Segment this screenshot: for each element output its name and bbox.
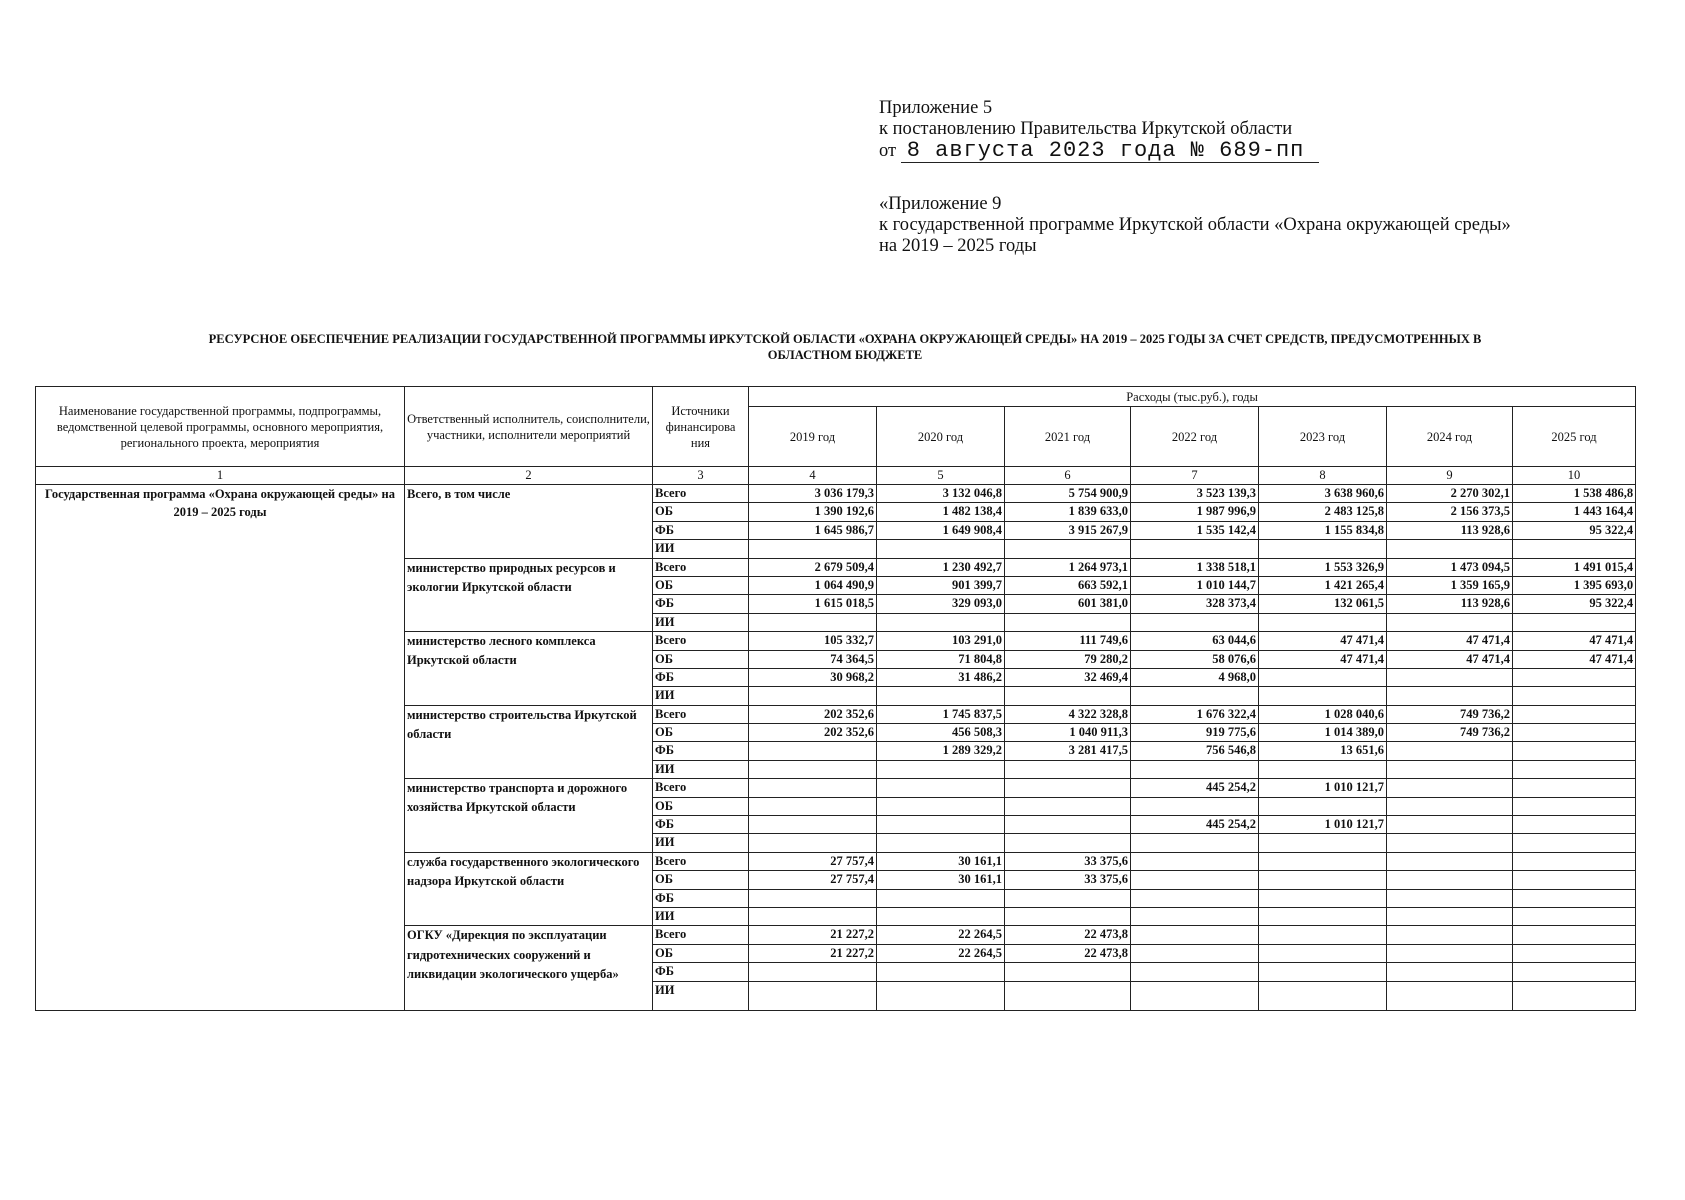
value-cell: [749, 816, 877, 834]
value-cell: 30 968,2: [749, 668, 877, 686]
value-cell: [1131, 540, 1259, 558]
source-cell: ИИ: [653, 613, 749, 631]
source-cell: ФБ: [653, 889, 749, 907]
value-cell: 919 775,6: [1131, 724, 1259, 742]
value-cell: 749 736,2: [1387, 724, 1513, 742]
value-cell: [1131, 889, 1259, 907]
value-cell: [1005, 613, 1131, 631]
source-cell: ФБ: [653, 668, 749, 686]
header-program: Наименование государственной программы, подпрограммы, ведомственной целевой программы, основного мероприятия, регионального проекта, мероприятия: [36, 387, 405, 467]
value-cell: 22 264,5: [877, 926, 1005, 944]
decree-prefix: от: [879, 141, 897, 161]
value-cell: [1259, 871, 1387, 889]
appendix-number: Приложение 5: [879, 98, 993, 118]
value-cell: [1513, 668, 1636, 686]
value-cell: 202 352,6: [749, 705, 877, 723]
value-cell: 27 757,4: [749, 871, 877, 889]
value-cell: 30 161,1: [877, 852, 1005, 870]
value-cell: [1005, 797, 1131, 815]
value-cell: [877, 760, 1005, 778]
value-cell: 1 230 492,7: [877, 558, 1005, 576]
value-cell: [749, 963, 877, 981]
source-cell: ФБ: [653, 742, 749, 760]
header-year: 2020 год: [877, 407, 1005, 467]
value-cell: [877, 779, 1005, 797]
header-year: 2022 год: [1131, 407, 1259, 467]
executor-cell: министерство транспорта и дорожного хозяйства Иркутской области: [405, 779, 653, 853]
column-index: 7: [1131, 467, 1259, 485]
source-cell: ОБ: [653, 576, 749, 594]
source-cell: ИИ: [653, 907, 749, 925]
value-cell: 1 473 094,5: [1387, 558, 1513, 576]
value-cell: 4 968,0: [1131, 668, 1259, 686]
value-cell: 22 473,8: [1005, 926, 1131, 944]
value-cell: [1513, 724, 1636, 742]
column-index: 6: [1005, 467, 1131, 485]
value-cell: 63 044,6: [1131, 632, 1259, 650]
value-cell: 3 523 139,3: [1131, 485, 1259, 503]
value-cell: 456 508,3: [877, 724, 1005, 742]
value-cell: 1 014 389,0: [1259, 724, 1387, 742]
value-cell: 1 010 121,7: [1259, 816, 1387, 834]
value-cell: 27 757,4: [749, 852, 877, 870]
value-cell: 2 483 125,8: [1259, 503, 1387, 521]
source-cell: Всего: [653, 632, 749, 650]
value-cell: [877, 613, 1005, 631]
value-cell: 113 928,6: [1387, 595, 1513, 613]
program-name-cell: Государственная программа «Охрана окружающей среды» на 2019 – 2025 годы: [36, 485, 405, 1011]
value-cell: 105 332,7: [749, 632, 877, 650]
value-cell: [749, 760, 877, 778]
value-cell: 3 638 960,6: [1259, 485, 1387, 503]
value-cell: [1513, 779, 1636, 797]
value-cell: 1 535 142,4: [1131, 521, 1259, 539]
value-cell: 1 390 192,6: [749, 503, 877, 521]
value-cell: [877, 907, 1005, 925]
header-executor: Ответственный исполнитель, соисполнители, участники, исполнители мероприятий: [405, 387, 653, 467]
header-year: 2025 год: [1513, 407, 1636, 467]
value-cell: [1259, 668, 1387, 686]
value-cell: [1387, 852, 1513, 870]
value-cell: 1 155 834,8: [1259, 521, 1387, 539]
value-cell: [749, 797, 877, 815]
executor-cell: ОГКУ «Дирекция по эксплуатации гидротехнических сооружений и ликвидации экологического ущерба»: [405, 926, 653, 1010]
value-cell: [1513, 540, 1636, 558]
value-cell: 1 264 973,1: [1005, 558, 1131, 576]
source-cell: ИИ: [653, 834, 749, 852]
value-cell: [1513, 760, 1636, 778]
value-cell: [1513, 687, 1636, 705]
executor-cell: министерство природных ресурсов и экологии Иркутской области: [405, 558, 653, 632]
value-cell: 445 254,2: [1131, 779, 1259, 797]
value-cell: 47 471,4: [1513, 650, 1636, 668]
column-index: 5: [877, 467, 1005, 485]
value-cell: [749, 742, 877, 760]
value-cell: [1005, 889, 1131, 907]
value-cell: 32 469,4: [1005, 668, 1131, 686]
value-cell: [1259, 944, 1387, 962]
table-row: [36, 485, 1636, 503]
value-cell: 1 482 138,4: [877, 503, 1005, 521]
value-cell: 756 546,8: [1131, 742, 1259, 760]
value-cell: [1131, 907, 1259, 925]
value-cell: [1131, 871, 1259, 889]
value-cell: [877, 540, 1005, 558]
value-cell: 33 375,6: [1005, 871, 1131, 889]
value-cell: [1387, 944, 1513, 962]
source-cell: Всего: [653, 558, 749, 576]
value-cell: 1 421 265,4: [1259, 576, 1387, 594]
header-year: 2023 год: [1259, 407, 1387, 467]
value-cell: [749, 687, 877, 705]
value-cell: [749, 540, 877, 558]
value-cell: 71 804,8: [877, 650, 1005, 668]
executor-cell: Всего, в том числе: [405, 485, 653, 559]
appendix-program-number: «Приложение 9: [879, 194, 1002, 214]
value-cell: [1259, 889, 1387, 907]
value-cell: 1 028 040,6: [1259, 705, 1387, 723]
value-cell: 3 281 417,5: [1005, 742, 1131, 760]
value-cell: [1005, 760, 1131, 778]
value-cell: 1 645 986,7: [749, 521, 877, 539]
value-cell: 21 227,2: [749, 944, 877, 962]
value-cell: [1513, 797, 1636, 815]
value-cell: [1387, 871, 1513, 889]
source-cell: ОБ: [653, 650, 749, 668]
value-cell: [1259, 852, 1387, 870]
appendix-reference: к постановлению Правительства Иркутской области: [879, 119, 1293, 139]
value-cell: 601 381,0: [1005, 595, 1131, 613]
value-cell: 22 473,8: [1005, 944, 1131, 962]
value-cell: [1387, 797, 1513, 815]
value-cell: [1005, 540, 1131, 558]
source-cell: Всего: [653, 926, 749, 944]
value-cell: [749, 613, 877, 631]
value-cell: 47 471,4: [1387, 650, 1513, 668]
source-cell: Всего: [653, 779, 749, 797]
header-expenses: Расходы (тыс.руб.), годы: [749, 387, 1636, 407]
value-cell: 79 280,2: [1005, 650, 1131, 668]
column-index: 2: [405, 467, 653, 485]
source-cell: Всего: [653, 705, 749, 723]
value-cell: 1 649 908,4: [877, 521, 1005, 539]
value-cell: [1513, 907, 1636, 925]
value-cell: 445 254,2: [1131, 816, 1259, 834]
table-head: [36, 387, 1636, 485]
header-year: 2021 год: [1005, 407, 1131, 467]
value-cell: 1 615 018,5: [749, 595, 877, 613]
value-cell: 749 736,2: [1387, 705, 1513, 723]
value-cell: [1387, 613, 1513, 631]
value-cell: [749, 889, 877, 907]
value-cell: [877, 981, 1005, 1010]
value-cell: 1 553 326,9: [1259, 558, 1387, 576]
value-cell: 132 061,5: [1259, 595, 1387, 613]
header-year: 2019 год: [749, 407, 877, 467]
column-index: 3: [653, 467, 749, 485]
value-cell: 1 745 837,5: [877, 705, 1005, 723]
column-index: 8: [1259, 467, 1387, 485]
value-cell: [1259, 613, 1387, 631]
value-cell: 111 749,6: [1005, 632, 1131, 650]
value-cell: [1387, 907, 1513, 925]
value-cell: 1 491 015,4: [1513, 558, 1636, 576]
value-cell: [1005, 981, 1131, 1010]
value-cell: [1259, 907, 1387, 925]
value-cell: 47 471,4: [1259, 632, 1387, 650]
column-index: 9: [1387, 467, 1513, 485]
value-cell: [1387, 540, 1513, 558]
value-cell: [1513, 944, 1636, 962]
source-cell: Всего: [653, 852, 749, 870]
value-cell: 1 289 329,2: [877, 742, 1005, 760]
value-cell: [1005, 816, 1131, 834]
value-cell: [1131, 760, 1259, 778]
value-cell: 202 352,6: [749, 724, 877, 742]
value-cell: [877, 687, 1005, 705]
value-cell: 328 373,4: [1131, 595, 1259, 613]
document-title-line-1: РЕСУРСНОЕ ОБЕСПЕЧЕНИЕ РЕАЛИЗАЦИИ ГОСУДАРСТВЕННОЙ ПРОГРАММЫ ИРКУТСКОЙ ОБЛАСТИ «ОХРАНА ОКРУЖАЮЩЕЙ СРЕДЫ» НА 2019 – 2025 ГОДЫ ЗА СЧЕТ СРЕДСТВ, ПРЕДУСМОТРЕННЫХ В: [208, 332, 1482, 346]
source-cell: ФБ: [653, 595, 749, 613]
value-cell: 103 291,0: [877, 632, 1005, 650]
value-cell: 95 322,4: [1513, 521, 1636, 539]
value-cell: 47 471,4: [1387, 632, 1513, 650]
value-cell: 3 915 267,9: [1005, 521, 1131, 539]
value-cell: 663 592,1: [1005, 576, 1131, 594]
source-cell: ИИ: [653, 760, 749, 778]
value-cell: [1131, 613, 1259, 631]
value-cell: 74 364,5: [749, 650, 877, 668]
value-cell: [877, 834, 1005, 852]
executor-cell: министерство строительства Иркутской области: [405, 705, 653, 779]
source-cell: ФБ: [653, 963, 749, 981]
value-cell: [1131, 963, 1259, 981]
value-cell: [1005, 963, 1131, 981]
executor-cell: министерство лесного комплекса Иркутской области: [405, 632, 653, 706]
source-cell: ФБ: [653, 521, 749, 539]
value-cell: [1387, 742, 1513, 760]
source-cell: ИИ: [653, 687, 749, 705]
value-cell: 58 076,6: [1131, 650, 1259, 668]
value-cell: [1131, 834, 1259, 852]
value-cell: [1259, 926, 1387, 944]
value-cell: [1513, 963, 1636, 981]
value-cell: [749, 779, 877, 797]
value-cell: [1387, 687, 1513, 705]
source-cell: ОБ: [653, 797, 749, 815]
value-cell: 329 093,0: [877, 595, 1005, 613]
value-cell: [1513, 834, 1636, 852]
value-cell: [1259, 687, 1387, 705]
value-cell: 31 486,2: [877, 668, 1005, 686]
source-cell: ИИ: [653, 540, 749, 558]
value-cell: 2 156 373,5: [1387, 503, 1513, 521]
value-cell: 1 338 518,1: [1131, 558, 1259, 576]
value-cell: [1513, 613, 1636, 631]
source-cell: ОБ: [653, 944, 749, 962]
value-cell: [1387, 760, 1513, 778]
column-index: 4: [749, 467, 877, 485]
value-cell: [1131, 981, 1259, 1010]
column-index: 1: [36, 467, 405, 485]
value-cell: [1387, 779, 1513, 797]
value-cell: 22 264,5: [877, 944, 1005, 962]
column-index: 10: [1513, 467, 1636, 485]
value-cell: [1513, 705, 1636, 723]
value-cell: [1513, 816, 1636, 834]
appendix-program-reference: к государственной программе Иркутской области «Охрана окружающей среды»: [879, 215, 1511, 235]
value-cell: [1259, 981, 1387, 1010]
value-cell: 13 651,6: [1259, 742, 1387, 760]
value-cell: 1 010 121,7: [1259, 779, 1387, 797]
value-cell: [1513, 871, 1636, 889]
value-cell: [1259, 963, 1387, 981]
value-cell: [1387, 816, 1513, 834]
resource-table: [35, 386, 1636, 1011]
value-cell: [1259, 797, 1387, 815]
value-cell: 2 270 302,1: [1387, 485, 1513, 503]
value-cell: 1 839 633,0: [1005, 503, 1131, 521]
value-cell: [749, 834, 877, 852]
value-cell: 95 322,4: [1513, 595, 1636, 613]
value-cell: [1387, 963, 1513, 981]
value-cell: 1 538 486,8: [1513, 485, 1636, 503]
document-title: [55, 331, 1635, 363]
source-cell: Всего: [653, 485, 749, 503]
value-cell: [1131, 944, 1259, 962]
value-cell: 1 064 490,9: [749, 576, 877, 594]
header-source: Источники финансирова ния: [653, 387, 749, 467]
value-cell: [1005, 834, 1131, 852]
table-body: [36, 485, 1636, 1011]
source-cell: ИИ: [653, 981, 749, 1010]
value-cell: 1 040 911,3: [1005, 724, 1131, 742]
value-cell: [1259, 540, 1387, 558]
value-cell: [1513, 926, 1636, 944]
value-cell: [1259, 834, 1387, 852]
value-cell: 1 676 322,4: [1131, 705, 1259, 723]
value-cell: [1005, 687, 1131, 705]
value-cell: [1387, 889, 1513, 907]
source-cell: ОБ: [653, 871, 749, 889]
value-cell: 1 359 165,9: [1387, 576, 1513, 594]
value-cell: [1005, 907, 1131, 925]
value-cell: [1513, 981, 1636, 1010]
value-cell: [1387, 926, 1513, 944]
value-cell: 1 443 164,4: [1513, 503, 1636, 521]
source-cell: ОБ: [653, 724, 749, 742]
value-cell: [1259, 760, 1387, 778]
header-year: 2024 год: [1387, 407, 1513, 467]
value-cell: 1 987 996,9: [1131, 503, 1259, 521]
value-cell: 30 161,1: [877, 871, 1005, 889]
value-cell: 1 010 144,7: [1131, 576, 1259, 594]
value-cell: [1513, 742, 1636, 760]
value-cell: [1131, 687, 1259, 705]
value-cell: 3 036 179,3: [749, 485, 877, 503]
value-cell: [1131, 926, 1259, 944]
value-cell: [877, 816, 1005, 834]
value-cell: [877, 797, 1005, 815]
value-cell: 2 679 509,4: [749, 558, 877, 576]
value-cell: [877, 889, 1005, 907]
value-cell: [749, 907, 877, 925]
value-cell: 901 399,7: [877, 576, 1005, 594]
value-cell: [1513, 889, 1636, 907]
appendix-program-period: на 2019 – 2025 годы: [879, 236, 1037, 256]
executor-cell: служба государственного экологического надзора Иркутской области: [405, 852, 653, 926]
value-cell: [749, 981, 877, 1010]
source-cell: ФБ: [653, 816, 749, 834]
value-cell: [1005, 779, 1131, 797]
decree-date-number: 8 августа 2023 года № 689-пп: [901, 140, 1319, 163]
value-cell: [1131, 852, 1259, 870]
value-cell: 1 395 693,0: [1513, 576, 1636, 594]
value-cell: [1131, 797, 1259, 815]
column-index-row: [36, 467, 1636, 485]
value-cell: 3 132 046,8: [877, 485, 1005, 503]
appendix-header: [879, 98, 1599, 257]
value-cell: 113 928,6: [1387, 521, 1513, 539]
value-cell: 5 754 900,9: [1005, 485, 1131, 503]
source-cell: ОБ: [653, 503, 749, 521]
value-cell: [1387, 981, 1513, 1010]
value-cell: [1513, 852, 1636, 870]
value-cell: 47 471,4: [1259, 650, 1387, 668]
value-cell: 4 322 328,8: [1005, 705, 1131, 723]
value-cell: [877, 963, 1005, 981]
value-cell: 47 471,4: [1513, 632, 1636, 650]
document-title-line-2: ОБЛАСТНОМ БЮДЖЕТЕ: [767, 348, 923, 362]
value-cell: [1387, 834, 1513, 852]
decree-line: [879, 140, 1599, 163]
value-cell: 21 227,2: [749, 926, 877, 944]
value-cell: [1387, 668, 1513, 686]
value-cell: 33 375,6: [1005, 852, 1131, 870]
